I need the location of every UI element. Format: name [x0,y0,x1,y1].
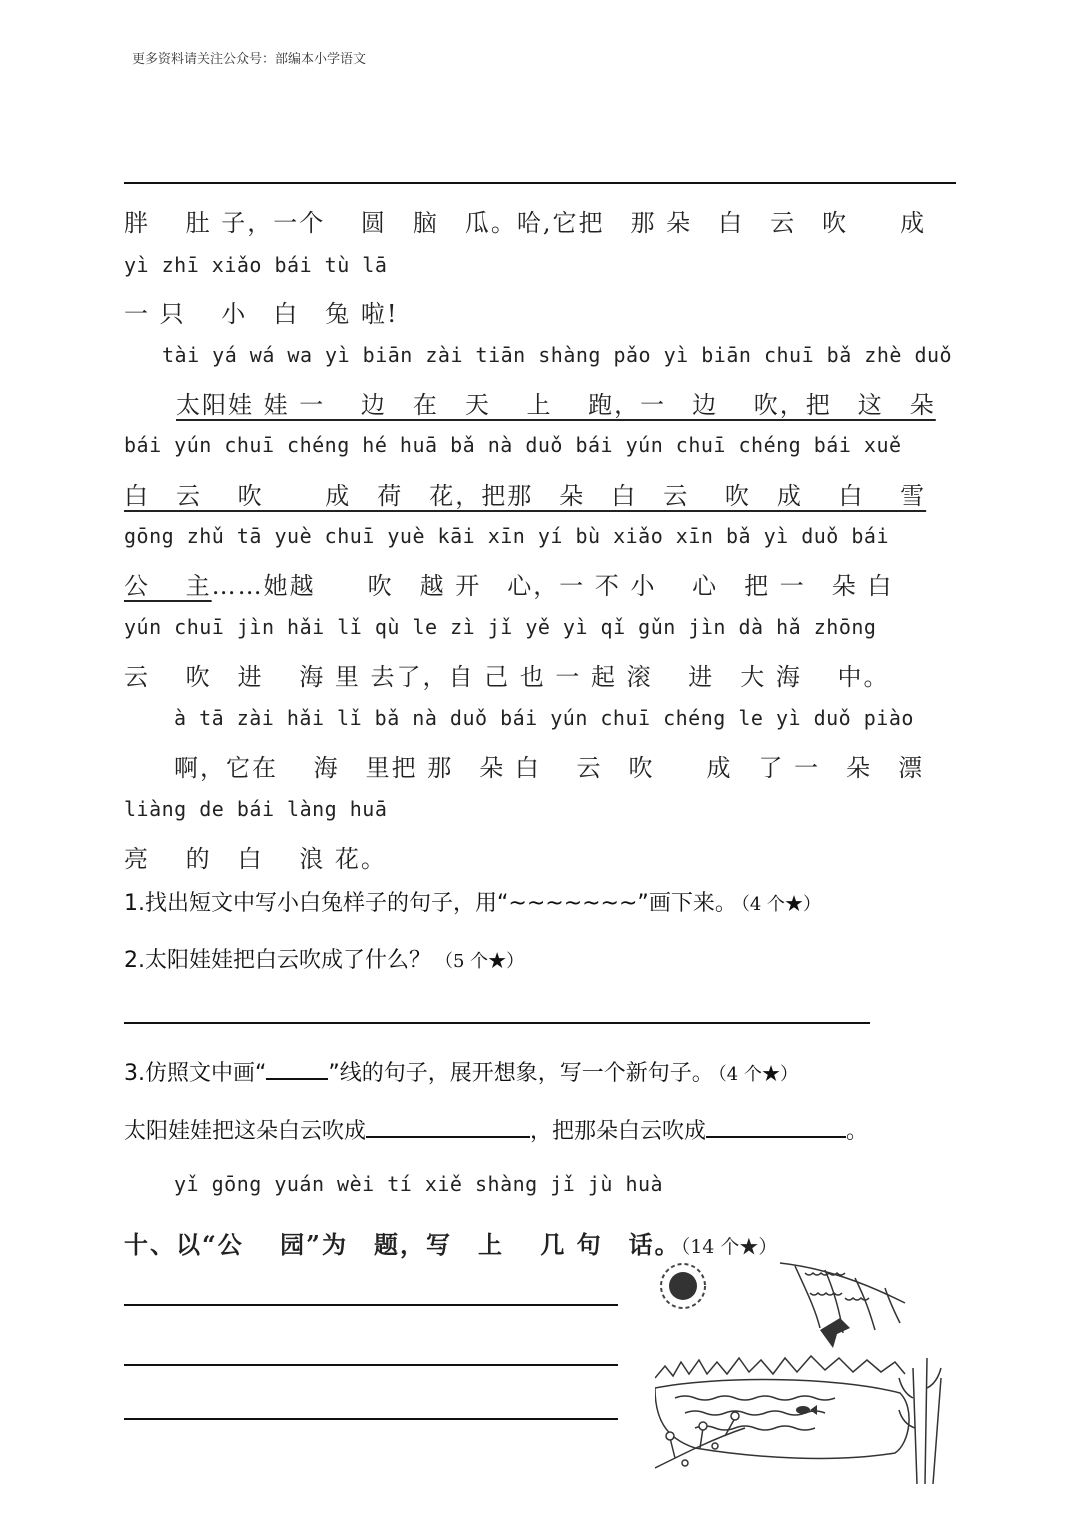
writing-line-2[interactable] [124,1364,618,1366]
passage-pinyin-10: yún chuī jìn hǎi lǐ qù le zì jǐ yě yì qǐ gǔn jìn dà hǎ zhōng [124,615,877,639]
question-3-stars: （4 个★） [717,1064,798,1085]
top-rule [124,182,956,184]
passage-line-9 [124,566,960,601]
question-2 [124,943,960,974]
passage-pinyin-14: liàng de bái làng huā [124,797,388,821]
question-2-stars: （5 个★） [435,951,525,972]
passage-line-1: 胖 肚 子，一个 圆 脑 瓜。哈,它把 那 朵 白 云 吹 成 [124,209,927,237]
passage-pinyin-12: à tā zài hǎi lǐ bǎ nà duǒ bái yún chuī chéng le yì duǒ piào [174,706,914,730]
passage-line-13: 啊，它在 海 里把 那 朵 白 云 吹 成 了 一 朵 漂 [174,754,925,782]
bird-icon [820,1318,850,1348]
question-2-text: 2.太阳娃娃把白云吹成了什么？ [124,948,431,973]
question-3-text-b: ”线的句子，展开想象，写一个新句子。 [328,1061,714,1086]
question-1-stars: （4 个★） [740,894,822,915]
passage-pinyin-2: yì zhī xiǎo bái tù lā [124,253,388,277]
underlined-sentence-part2: 白 云 吹 成 荷 花，把那 朵 白 云 吹 成 白 雪 [124,482,927,510]
passage-pinyin-4: tài yá wá wa yì biān zài tiān shàng pǎo yì biān chuī bǎ zhè duǒ [162,343,953,367]
passage-pinyin-8: gōng zhǔ tā yuè chuī yuè kāi xīn yí bù xiǎo xīn bǎ yì duǒ bái [124,524,890,548]
reeds-icon [899,1358,941,1484]
header-note: 更多资料请关注公众号：部编本小学语文 [132,52,367,67]
passage-line-11: 云 吹 进 海 里 去了，自 己 也 一 起 滚 进 大 海 中。 [124,663,890,691]
section10-title [124,1225,960,1260]
sun-icon [661,1264,705,1308]
section10-stars: （14 个★） [680,1236,778,1258]
passage-line-9-rest: ……她越 吹 越 开 心，一 不 小 心 把 一 朵 白 [211,572,894,600]
q3-blank-1[interactable] [366,1136,530,1138]
question-3-text-a: 3.仿照文中画“ [124,1061,267,1086]
question-3 [124,1056,960,1087]
question-3-sentence [124,1114,960,1145]
question-1-text: 1.找出短文中写小白兔样子的句子，用“~~~~~~~”画下来。 [124,891,737,916]
passage-line-5-underlined [176,385,960,420]
passage-pinyin-6: bái yún chuī chéng hé huā bǎ nà duǒ bái yún chuī chéng bái xuě [124,433,902,457]
answer-line-q2[interactable] [124,1022,870,1024]
pond-icon [655,1356,909,1458]
underline-sample [266,1078,328,1080]
park-illustration [655,1258,947,1484]
writing-line-3[interactable] [124,1418,618,1420]
q3-blank-2[interactable] [706,1136,846,1138]
section10-pinyin: yǐ gōng yuán wèi tí xiě shàng jǐ jù huà [174,1172,664,1196]
q3-sentence-c: 。 [846,1119,869,1144]
q3-sentence-b: ，把那朵白云吹成 [530,1119,707,1144]
q3-sentence-a: 太阳娃娃把这朵白云吹成 [124,1119,367,1144]
passage-line-15: 亮 的 白 浪 花。 [124,845,387,873]
passage-line-3: 一 只 小 白 兔 啦! [124,300,399,328]
question-1 [124,886,960,917]
writing-line-1[interactable] [124,1304,618,1306]
underlined-sentence-part3: 公 主 [124,572,212,600]
section10-title-text: 十、以“公 园”为 题，写 上 几 句 话。 [124,1230,681,1259]
underlined-sentence-part1: 太阳娃 娃 一 边 在 天 上 跑，一 边 吹，把 这 朵 [176,391,936,419]
passage-line-7-underlined [124,476,960,511]
